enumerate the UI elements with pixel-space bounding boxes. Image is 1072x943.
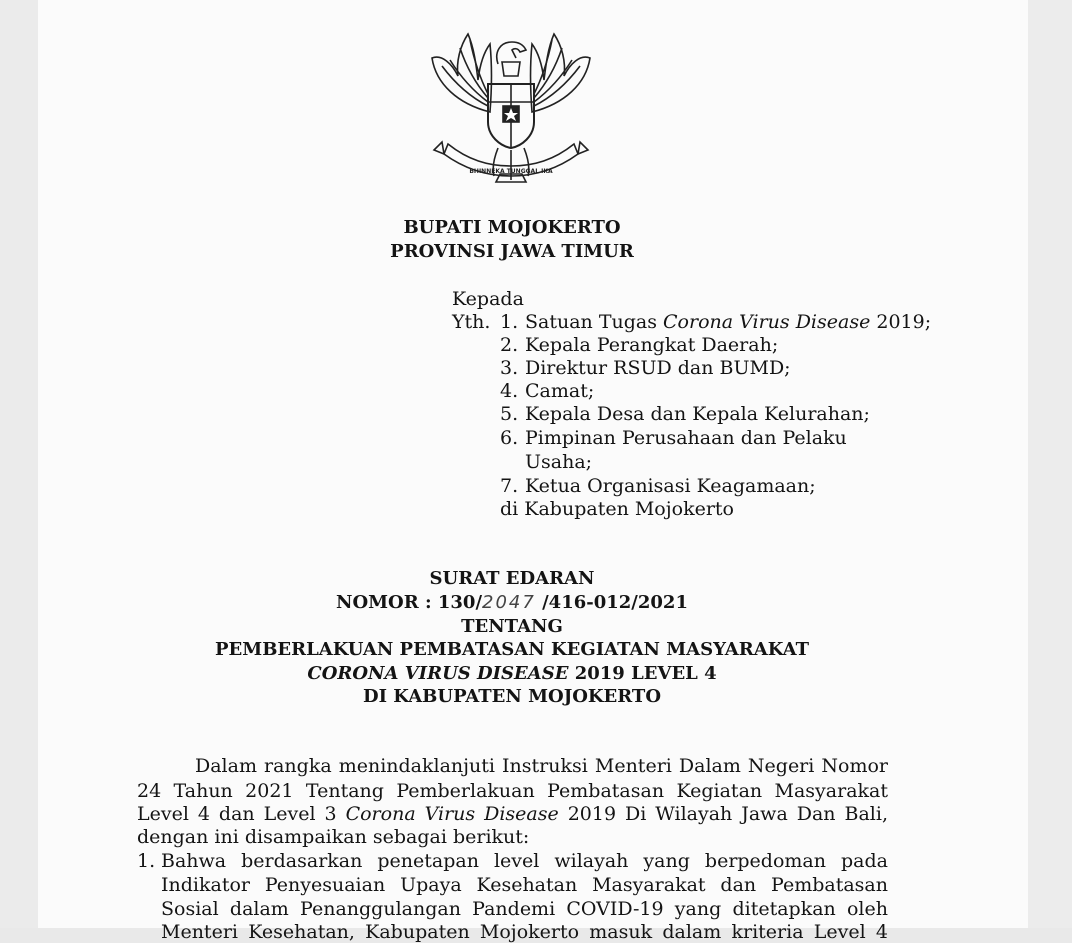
subject-line-1: PEMBERLAKUAN PEMBATASAN KEGIATAN MASYARAKAT [215, 639, 809, 660]
about-label: TENTANG [461, 616, 563, 637]
doc-type-title: SURAT EDARAN [429, 568, 595, 589]
recipient-item-text: Ketua Organisasi Keagamaan; [525, 475, 816, 497]
emblem-motto: BHINNEKA TUNGGAL IKA [469, 168, 553, 175]
handwritten-number: 2047 [482, 592, 536, 613]
body-line: Sosial dalam Penanggulangan Pandemi COVID-19 yang ditetapkan oleh [161, 898, 888, 920]
body-line: Dalam rangka menindaklanjuti Instruksi Menteri Dalam Negeri Nomor [195, 755, 888, 777]
recipient-item-num: 1. [500, 311, 519, 333]
recipient-location: di Kabupaten Mojokerto [500, 498, 734, 520]
list-item-num: 1. [137, 850, 156, 872]
body-line: Menteri Kesehatan, Kabupaten Mojokerto masuk dalam kriteria Level 4 [161, 921, 888, 943]
garuda-emblem-icon [428, 24, 594, 188]
recipient-item-text-cont: Usaha; [525, 451, 593, 473]
body-line: Indikator Penyesuaian Upaya Kesehatan Masyarakat dan Pembatasan [161, 874, 888, 896]
recipient-item-num: 6. [500, 427, 519, 449]
recipient-item-num: 7. [500, 475, 519, 497]
recipient-item-num: 2. [500, 334, 519, 356]
recipient-item-text: Direktur RSUD dan BUMD; [525, 357, 791, 379]
body-line: Bahwa berdasarkan penetapan level wilayah yang berpedoman pada [161, 850, 888, 872]
recipient-item-text: Satuan Tugas Corona Virus Disease 2019; [525, 311, 932, 333]
recipient-item-num: 4. [500, 380, 519, 402]
yth-label: Yth. [452, 311, 491, 333]
province-title: PROVINSI JAWA TIMUR [390, 241, 634, 262]
recipient-item-text: Pimpinan Perusahaan dan Pelaku [525, 427, 847, 449]
official-title: BUPATI MOJOKERTO [403, 217, 621, 238]
page-left-margin [0, 0, 38, 928]
recipient-item-text: Kepala Perangkat Daerah; [525, 334, 779, 356]
recipient-item-text: Kepala Desa dan Kepala Kelurahan; [525, 403, 870, 425]
greeting: Kepada [452, 288, 524, 310]
body-line: 24 Tahun 2021 Tentang Pemberlakuan Pembatasan Kegiatan Masyarakat [137, 780, 888, 802]
body-line: dengan ini disampaikan sebagai berikut: [137, 826, 530, 848]
subject-line-3: DI KABUPATEN MOJOKERTO [362, 686, 661, 707]
recipient-item-num: 5. [500, 403, 519, 425]
body-line: Level 4 dan Level 3 Corona Virus Disease 2019 Di Wilayah Jawa Dan Bali, [137, 803, 888, 825]
doc-number: NOMOR : 130/2047 /416-012/2021 [336, 592, 688, 613]
subject-line-2: CORONA VIRUS DISEASE 2019 LEVEL 4 [307, 663, 717, 684]
page-right-margin [1028, 0, 1072, 928]
recipient-item-text: Camat; [525, 380, 595, 402]
recipient-item-num: 3. [500, 357, 519, 379]
